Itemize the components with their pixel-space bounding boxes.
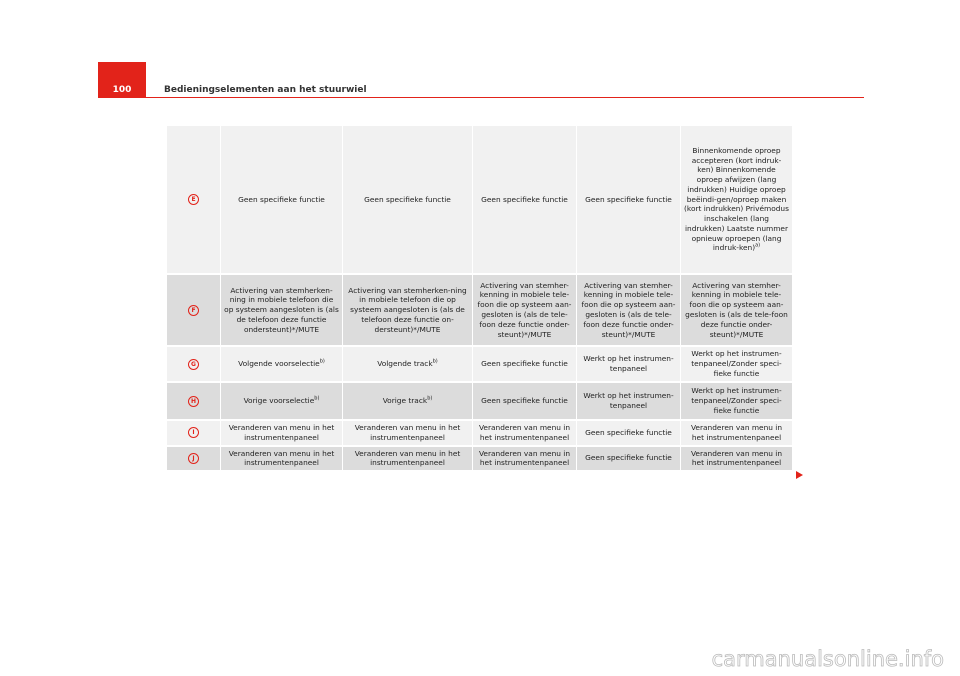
table-cell: Activering van stemherken-ning in mobiele telefoon die op systeem aangesloten is (als de telefoon deze functie ondersteunt)*/MUTE — [221, 274, 343, 346]
table-cell — [343, 382, 473, 420]
footnote-mark: b) — [432, 358, 438, 365]
row-marker — [167, 446, 221, 471]
table-row — [167, 382, 793, 420]
marker-h-icon: H — [188, 396, 199, 407]
table-cell: Veranderen van menu in het instrumentenpaneel — [343, 420, 473, 446]
cell-text: Vorige track — [382, 396, 428, 406]
table-cell: Veranderen van menu in het instrumentenpaneel — [473, 420, 577, 446]
footnote-mark: b) — [427, 395, 433, 402]
table-cell: Veranderen van menu in het instrumentenpaneel — [473, 446, 577, 471]
row-marker — [167, 420, 221, 446]
table-cell: Geen specifieke functie — [473, 382, 577, 420]
table-cell: Werkt op het instrumen-tenpaneel — [577, 382, 681, 420]
table-row — [167, 126, 793, 274]
marker-j-icon: J — [188, 453, 199, 464]
table-cell: Werkt op het instrumen-tenpaneel/Zonder speci-fieke functie — [681, 346, 793, 382]
cell-text: Volgende voorselectie — [238, 359, 320, 369]
table-row — [167, 446, 793, 471]
continue-arrow-icon — [796, 471, 803, 479]
header-rule — [146, 97, 864, 98]
table-cell: Geen specifieke functie — [577, 126, 681, 274]
row-marker — [167, 346, 221, 382]
row-marker — [167, 382, 221, 420]
table-cell: Geen specifieke functie — [343, 126, 473, 274]
table-cell: Geen specifieke functie — [221, 126, 343, 274]
table-cell: Veranderen van menu in het instrumentenpaneel — [221, 420, 343, 446]
table-row — [167, 420, 793, 446]
marker-i-icon: I — [188, 427, 199, 438]
table-cell: Veranderen van menu in het instrumentenpaneel — [221, 446, 343, 471]
table-cell — [221, 382, 343, 420]
table-cell — [681, 126, 793, 274]
table-cell: Werkt op het instrumen-tenpaneel/Zonder speci-fieke functie — [681, 382, 793, 420]
table-cell: Geen specifieke functie — [473, 346, 577, 382]
table-cell: Veranderen van menu in het instrumentenpaneel — [343, 446, 473, 471]
footnote-mark: b) — [314, 395, 320, 402]
table-cell: Veranderen van menu in het instrumentenpaneel — [681, 446, 793, 471]
footnote-mark: b) — [319, 358, 325, 365]
table-cell: Werkt op het instrumen-tenpaneel — [577, 346, 681, 382]
watermark-text: carmanualsonline.info — [711, 647, 944, 671]
table-cell: Activering van stemher-kenning in mobiele tele-foon die op systeem aan-gesloten is (als de tele-foon deze functie onder-steunt)*/MUTE — [681, 274, 793, 346]
table-cell: Geen specifieke functie — [577, 420, 681, 446]
table-cell: Activering van stemher-kenning in mobiele tele-foon die op systeem aan-gesloten is (als de tele-foon deze functie onder-steunt)*/MUTE — [473, 274, 577, 346]
cell-text: Volgende track — [377, 359, 433, 369]
table-cell — [221, 346, 343, 382]
marker-f-icon: F — [188, 305, 199, 316]
function-table — [166, 126, 793, 470]
page-title: Bedieningselementen aan het stuurwiel — [164, 85, 367, 95]
table-row — [167, 274, 793, 346]
marker-e-icon: E — [188, 194, 199, 205]
marker-g-icon: G — [188, 359, 199, 370]
page-number: 100 — [98, 62, 146, 98]
table-cell: Geen specifieke functie — [577, 446, 681, 471]
table-cell: Veranderen van menu in het instrumentenpaneel — [681, 420, 793, 446]
row-marker — [167, 274, 221, 346]
table-cell — [343, 346, 473, 382]
page-header — [98, 62, 864, 98]
table-cell: Activering van stemher-kenning in mobiele tele-foon die op systeem aan-gesloten is (als de tele-foon deze functie onder-steunt)*/MUTE — [577, 274, 681, 346]
table-row — [167, 346, 793, 382]
cell-text: Binnenkomende oproep accepteren (kort indruk-ken) Binnenkomende oproep afwijzen (lang indrukken) Huidige oproep beëindi-gen/oproep maken (kort indrukken) Privémodus inschakelen (lang indrukken) Laatste nummer opnieuw oproepen (lang indruk-ken) — [684, 145, 789, 253]
table-cell: Geen specifieke functie — [473, 126, 577, 274]
cell-text: Vorige voorselectie — [243, 396, 315, 406]
row-marker — [167, 126, 221, 274]
footnote-mark: a) — [755, 242, 761, 249]
table-cell: Activering van stemherken-ning in mobiele telefoon die op systeem aangesloten is (als de telefoon deze functie on-dersteunt)*/MUTE — [343, 274, 473, 346]
